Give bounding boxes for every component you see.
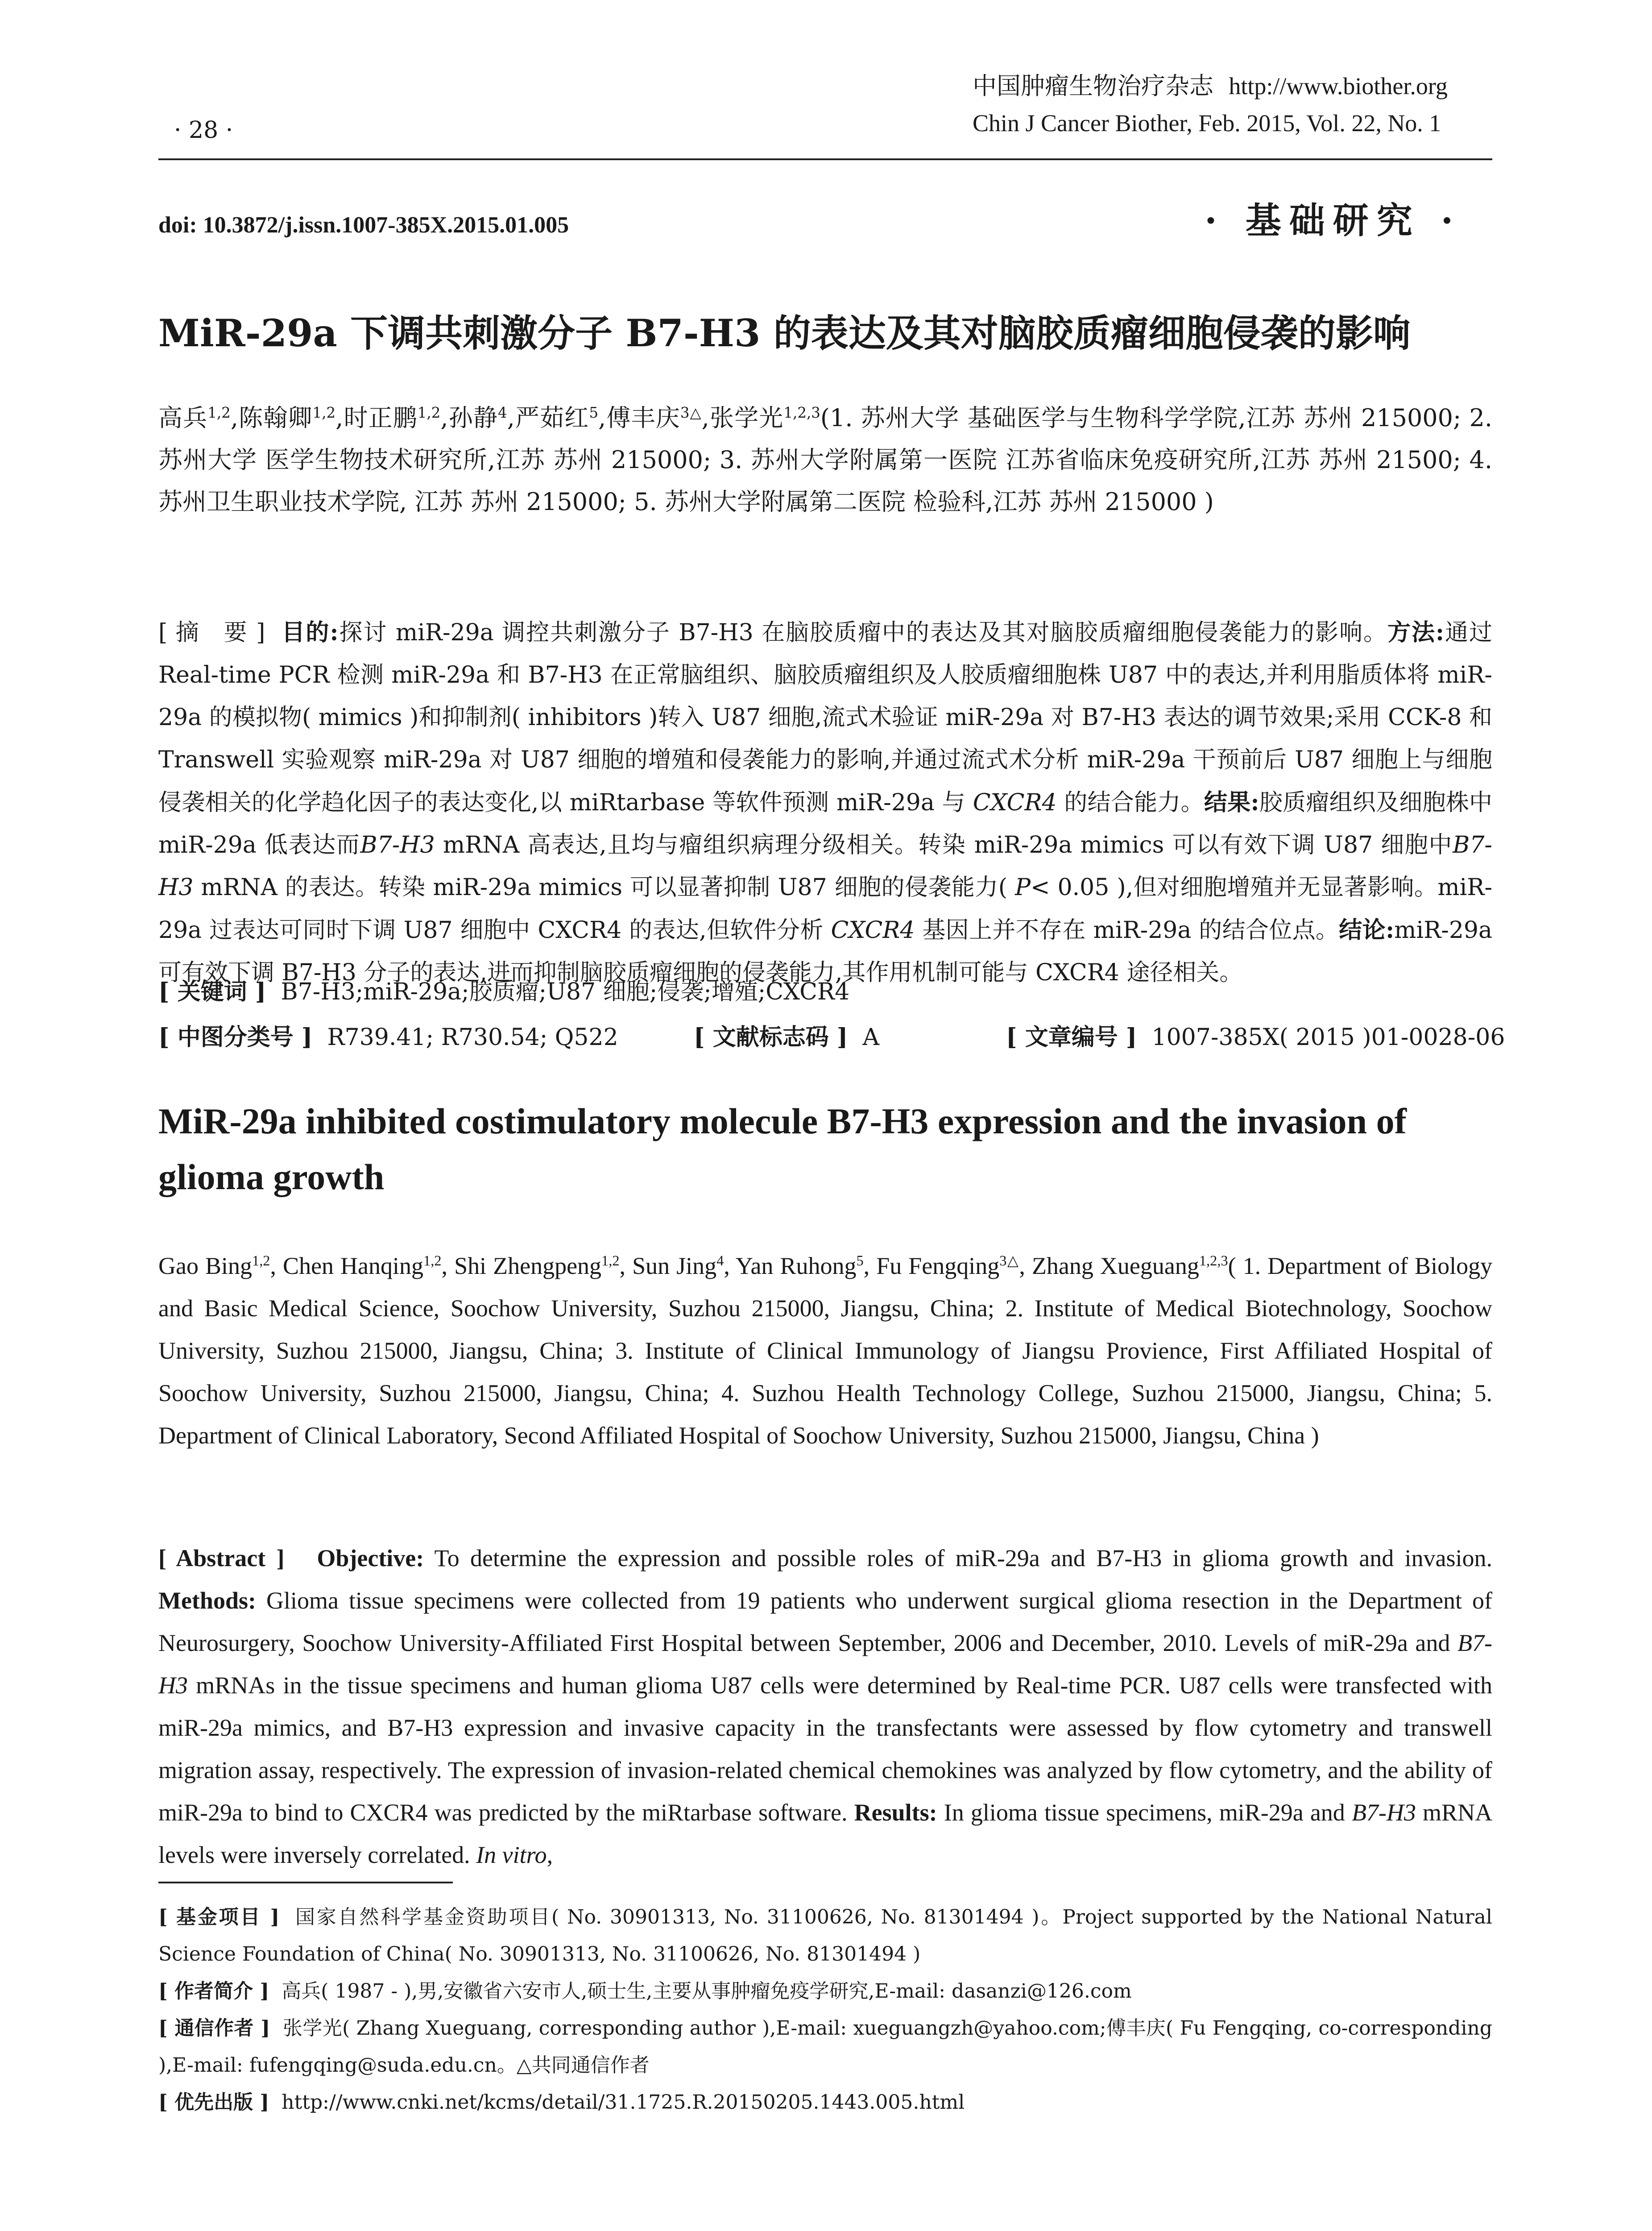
gene-name: CXCR4: [831, 917, 915, 944]
doi: doi: 10.3872/j.issn.1007-385X.2015.01.005: [158, 212, 569, 238]
gene-name: B7-H3: [158, 832, 1492, 901]
author-sup: 1,2: [601, 1253, 620, 1269]
objective-en: To determine the expression and possible roles of miR-29a and B7-H3 in glioma growth and invasion.: [434, 1545, 1493, 1572]
article-number-group: [1006, 1018, 1505, 1052]
classification-line: [158, 1018, 1505, 1052]
in-vitro-term: In vitro: [476, 1841, 547, 1868]
results-cn: 基因上并不存在 miR-29a 的结合位点。: [922, 917, 1339, 944]
footnote-funding: [158, 1899, 1492, 1973]
author-sup: 5: [589, 404, 599, 421]
author-bio-text: 高兵( 1987 - ),男,安徽省六安市人,硕士生,主要从事肿瘤免疫学研究,E-mail: dasanzi@126.com: [282, 1980, 1132, 2003]
abstract-en: [158, 1537, 1492, 1876]
online-first-label: [ 优先出版 ]: [158, 2091, 269, 2114]
conclusion-cn: miR-29a 可有效下调 B7-H3 分子的表达,进而抑制脑胶质瘤细胞的侵袭能力,其作用机制可能与 CXCR4 途径相关。: [158, 917, 1492, 986]
author: 高兵: [158, 404, 208, 432]
affiliations-en: ( 1. Department of Biology and Basic Medical Science, Soochow University, Suzhou 215000, Jiangsu, China; 2. Institute of Medical Biotechnology, Soochow University, Suzhou 215000, Jiangsu, China; 3. Institute of Clinical Immunology of Jiangsu Provience, First Affiliated Hospital of Soochow University, Suzhou 215000, Jiangsu, China; 4. Suzhou Health Technology College, Suzhou 215000, Jiangsu, China; 5. Department of Clinical Laboratory, Second Affiliated Hospital of Soochow University, Suzhou 215000, Jiangsu, China ): [158, 1252, 1493, 1449]
keywords-cn: [158, 973, 1492, 1006]
results-label-cn: 结果:: [1204, 789, 1259, 816]
author-sup: 1,2: [207, 404, 231, 421]
author-bio-label: [ 作者简介 ]: [158, 1980, 269, 2003]
methods-cn-end: 的结合能力。: [1064, 789, 1204, 816]
author: 孙静: [448, 404, 498, 432]
author-sup: 1,2: [417, 404, 441, 421]
doc-code-value: A: [862, 1024, 880, 1051]
results-cn: mRNA 高表达,且均与瘤组织病理分级相关。转染 miR-29a mimics 可以有效下调 U87 细胞中: [443, 832, 1453, 858]
clc-group: [158, 1018, 694, 1052]
results-cn: 胶质瘤组织及细胞株中 miR-29a 低表达而: [158, 789, 1492, 858]
abstract-label-en: [ Abstract ]: [158, 1545, 285, 1572]
author: Sun Jing: [632, 1252, 717, 1279]
author-sup: 1,2: [312, 404, 336, 421]
doc-code-group: [694, 1018, 1006, 1052]
title-cn: MiR-29a 下调共刺激分子 B7-H3 的表达及其对脑胶质瘤细胞侵袭的影响: [158, 311, 1411, 355]
authors-cn: 高兵$^{1,2}$,陈翰卿$^{1,2}$,时正鹏$^{1,2}$,孙静$^4$,严茹红$^5$,傅丰庆$^{3\triangle}$,张学光$^{1,2,3}$(1. 苏州大学 基础医学与生物科学学院,江苏 苏州 215000; 2. 苏州大学 医学生物技术研究所,江苏 苏州 215000; 3. 苏州大学附属第一医院 江苏省临床免疫研究所,江苏 苏州 21500; 4. 苏州卫生职业技术学院, 江苏 苏州 215000; 5. 苏州大学附属第二医院 检验科,江苏 苏州 215000 ): [158, 404, 1493, 516]
objective-label-en: Objective:: [317, 1545, 424, 1572]
footnote-online-first: [158, 2084, 1492, 2121]
doc-code-label: [ 文献标志码 ]: [694, 1024, 848, 1051]
results-cn: < 0.05 ),但对细胞增殖并无显著影响。miR-29a 过表达可同时下调 U87 细胞中 CXCR4 的表达,但软件分析: [158, 874, 1493, 944]
methods-en: mRNAs in the tissue specimens and human glioma U87 cells were determined by Real-time PCR. U87 cells were transfected with miR-29a mimics, and B7-H3 expression and invasive capacity in the transfectants were assessed by flow cytometry and transwell migration assay, respectively. The expression of invasion-related chemical chemokines was analyzed by flow cytometry, and the ability of miR-29a to bind to CXCR4 was predicted by the miRtarbase software.: [158, 1672, 1492, 1826]
author-sup: 1,2,3: [1199, 1253, 1228, 1269]
corresponding-label: [ 通信作者 ]: [158, 2017, 270, 2040]
abstract-label-cn: [ 摘 要 ]: [158, 619, 265, 646]
journal-citation-en: Chin J Cancer Biother, Feb. 2015, Vol. 22, No. 1: [973, 110, 1441, 137]
authors-en: Gao Bing$^{1,2}$, Chen Hanqing$^{1,2}$, Shi Zhengpeng$^{1,2}$, Sun Jing$^4$, Yan Ruhong$^5$, Fu Fengqing$^{3\triangle}$, Zhang Xueguang$^{1,2,3}$( 1. Department of Biology and Basic Medical Science, Soochow University, Suzhou 215000, Jiangsu, China; 2. Institute of Medical Biotechnology, Soochow University, Suzhou 215000, Jiangsu, China; 3. Institute of Clinical Immunology of Jiangsu Provience, First Affiliated Hospital of Soochow University, Suzhou 215000, Jiangsu, China; 4. Suzhou Health Technology College, Suzhou 215000, Jiangsu, China; 5. Department of Clinical Laboratory, Second Affiliated Hospital of Soochow University, Suzhou 215000, Jiangsu, China ): [158, 1252, 1493, 1449]
journal-title-cn: 中国肿瘤生物治疗杂志: [973, 72, 1213, 100]
author: Fu Fengqing: [876, 1252, 1000, 1279]
p-value-symbol: P: [1015, 874, 1031, 901]
section-tag: · 基础研究 ·: [1205, 199, 1462, 241]
author-sup: 5: [856, 1253, 864, 1269]
author: Yan Ruhong: [735, 1252, 857, 1279]
author-sup: 4: [498, 404, 507, 421]
corresponding-text: 张学光( Zhang Xueguang, corresponding author ),E-mail: xueguangzh@yahoo.com;傅丰庆( Fu Fengqing, co-corresponding ),E-mail: fufengqing@suda.edu.cn。△共同通信作者: [158, 2017, 1492, 2077]
footnote-corresponding: [158, 2010, 1492, 2084]
author: Shi Zhengpeng: [454, 1252, 602, 1279]
objective-label-cn: 目的:: [282, 619, 339, 646]
author-sup: 1,2: [423, 1253, 442, 1269]
gene-name: B7-H3: [1351, 1799, 1416, 1826]
gene-name: B7-H3: [158, 1630, 1492, 1699]
conclusion-label-cn: 结论:: [1339, 916, 1395, 944]
author: 时正鹏: [343, 404, 418, 432]
methods-en: Glioma tissue specimens were collected from 19 patients who underwent surgical glioma resection in the Department of Neurosurgery, Soochow University-Affiliated First Hospital between September, 2006 and December, 2010. Levels of miR-29a and: [158, 1587, 1493, 1656]
online-first-url[interactable]: http://www.cnki.net/kcms/detail/31.1725.R.20150205.1443.005.html: [282, 2091, 965, 2114]
keywords-label: [ 关键词 ]: [158, 978, 266, 1005]
article-number-value: 1007-385X( 2015 )01-0028-06: [1151, 1024, 1505, 1051]
clc-value: R739.41; R730.54; Q522: [327, 1024, 618, 1051]
results-en: In glioma tissue specimens, miR-29a and: [944, 1799, 1345, 1826]
gene-name: B7-H3: [360, 832, 435, 858]
author: 张学光: [709, 404, 784, 432]
author-sup: 3△: [680, 404, 702, 421]
results-cn: mRNA 的表达。转染 miR-29a mimics 可以显著抑制 U87 细胞的侵袭能力(: [201, 874, 1008, 901]
keywords-value: B7-H3;miR-29a;胶质瘤;U87 细胞;侵袭;增殖;CXCR4: [281, 979, 850, 1005]
title-en: MiR-29a inhibited costimulatory molecule B7-H3 expression and the invasion of glioma growth: [158, 1101, 1407, 1197]
author-sup: 4: [716, 1253, 724, 1269]
results-en: ,: [547, 1841, 553, 1868]
objective-cn: 探讨 miR-29a 调控共刺激分子 B7-H3 在脑胶质瘤中的表达及其对脑胶质瘤细胞侵袭能力的影响。: [338, 619, 1387, 646]
methods-label-cn: 方法:: [1387, 619, 1445, 646]
header-divider: [158, 158, 1492, 160]
abstract-cn: [158, 611, 1492, 994]
results-label-en: Results:: [854, 1799, 937, 1826]
affiliations-cn: (1. 苏州大学 基础医学与生物科学学院,江苏 苏州 215000; 2. 苏州大学 医学生物技术研究所,江苏 苏州 215000; 3. 苏州大学附属第一医院 江苏省临床免疫研究所,江苏 苏州 21500; 4. 苏州卫生职业技术学院, 江苏 苏州 215000; 5. 苏州大学附属第二医院 检验科,江苏 苏州 215000 ): [158, 404, 1493, 516]
article-number-label: [ 文章编号 ]: [1006, 1024, 1137, 1051]
gene-name: CXCR4: [973, 789, 1057, 816]
methods-label-en: Methods:: [158, 1587, 256, 1614]
page-number: · 28 ·: [174, 117, 233, 144]
journal-url[interactable]: http://www.biother.org: [1229, 73, 1448, 100]
author: Gao Bing: [158, 1252, 253, 1279]
footnote-divider: [158, 1882, 453, 1883]
footnotes: [158, 1899, 1492, 2121]
author-sup: 1,2: [252, 1253, 270, 1269]
author: 陈翰卿: [238, 404, 313, 432]
footnote-author: [158, 1973, 1492, 2010]
funding-label: [ 基金项目 ]: [158, 1906, 280, 1928]
author: 傅丰庆: [606, 404, 680, 432]
clc-label: [ 中图分类号 ]: [158, 1024, 313, 1051]
author: 严茹红: [514, 404, 589, 432]
journal-name-cn: [973, 67, 1448, 101]
results-en: mRNA levels were inversely correlated.: [158, 1799, 1493, 1868]
methods-cn: 通过 Real-time PCR 检测 miR-29a 和 B7-H3 在正常脑组织、脑胶质瘤组织及人胶质瘤细胞株 U87 中的表达,并利用脂质体将 miR-29a 的模拟物( mimics )和抑制剂( inhibitors )转入 U87 细胞,流式术验证 miR-29a 对 B7-H3 表达的调节效果;采用 CCK-8 和 Transwell 实验观察 miR-29a 对 U87 细胞的增殖和侵袭能力的影响,并通过流式术分析 miR-29a 干预前后 U87 细胞上与细胞侵袭相关的化学趋化因子的表达变化,以 miRtarbase 等软件预测 miR-29a 与: [158, 619, 1493, 816]
funding-text: 国家自然科学基金资助项目( No. 30901313, No. 31100626, No. 81301494 )。Project supported by the National Natural Science Foundation of China( No. 30901313, No. 31100626, No. 81301494 ): [158, 1906, 1492, 1966]
author-sup: 1,2,3: [783, 404, 820, 421]
author: Chen Hanqing: [283, 1252, 424, 1279]
author-sup: 3△: [999, 1253, 1019, 1269]
author: Zhang Xueguang: [1031, 1252, 1199, 1279]
